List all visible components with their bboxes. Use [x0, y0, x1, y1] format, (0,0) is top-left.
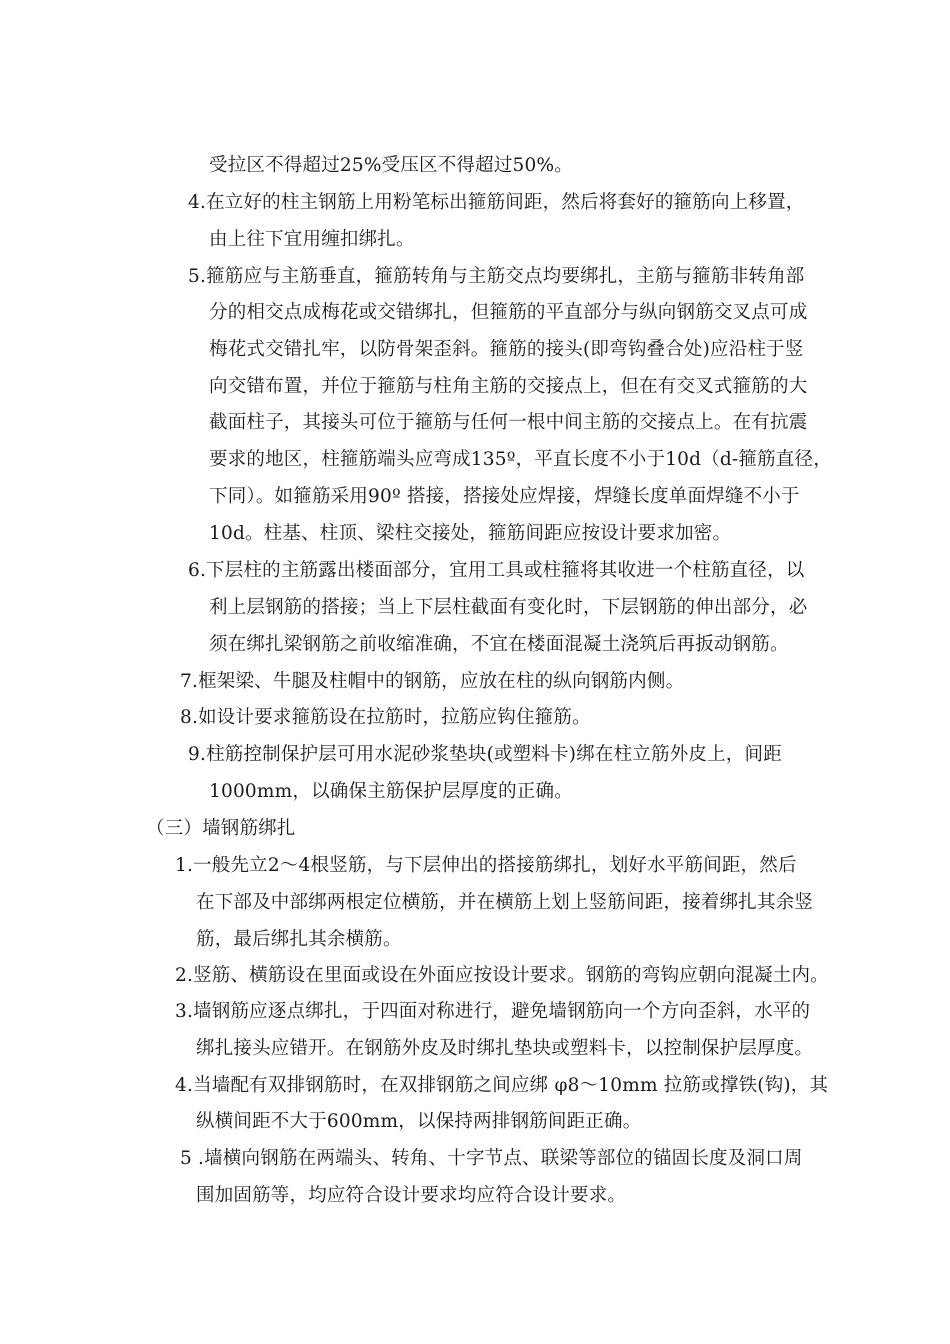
column-item-8	[180, 706, 591, 730]
column-item-5-line-1	[188, 265, 804, 289]
wall-item-4-line-2: 纵横间距不大于600mm，以保持两排钢筋间距正确。	[196, 1111, 642, 1132]
column-item-4-line-1	[188, 191, 804, 215]
column-item-5-line-5: 截面柱子，其接头可位于箍筋与任何一根中间主筋的交接点上。在有抗震	[209, 412, 808, 433]
item-number: 2.	[175, 965, 194, 986]
column-item-9-line-2: 1000mm，以确保主筋保护层厚度的正确。	[209, 781, 573, 802]
item-text: 箍筋应与主筋垂直，箍筋转角与主筋交点均要绑扎，主筋与箍筋非转角部	[206, 266, 805, 287]
wall-item-1-line-2: 在下部及中部绑两根定位横筋，并在横筋上划上竖筋间距，接着绑扎其余竖	[196, 892, 814, 913]
wall-item-3-line-1	[175, 1000, 810, 1024]
item-number: 5.	[188, 266, 207, 287]
item-number: 3.	[175, 1001, 194, 1022]
column-item-4-line-2: 由上往下宜用缠扣绑扎。	[209, 229, 415, 250]
column-item-5-line-6: 要求的地区，柱箍筋端头应弯成135º，平直长度不小于10d（d-箍筋直径，	[209, 449, 832, 470]
wall-item-2	[175, 964, 829, 988]
item-text: 如设计要求箍筋设在拉筋时，拉筋应钩住箍筋。	[198, 707, 591, 728]
column-item-5-line-7: 下同）。如箍筋采用90º 搭接，搭接处应焊接，焊缝长度单面焊缝不小于	[209, 486, 800, 507]
item-text: 下层柱的主筋露出楼面部分，宜用工具或柱箍将其收进一个柱筋直径，以	[206, 560, 805, 581]
column-item-5-line-2: 分的相交点成梅花或交错绑扎，但箍筋的平直部分与纵向钢筋交叉点可成	[209, 302, 808, 323]
item-text: 墙横向钢筋在两端头、转角、十字节点、联梁等部位的锚固长度及洞口周	[204, 1148, 803, 1169]
wall-item-5-line-2: 围加固筋等，均应符合设计要求均应符合设计要求。	[196, 1185, 627, 1206]
column-item-6-line-3: 须在绑扎梁钢筋之前收缩准确，不宜在楼面混凝土浇筑后再扳动钢筋。	[209, 634, 789, 655]
column-item-5-line-8: 10d。柱基、柱顶、梁柱交接处，箍筋间距应按设计要求加密。	[209, 523, 732, 544]
item-number: 4.	[188, 192, 207, 213]
item-number: 1.	[175, 855, 194, 876]
item-number: 5 .	[180, 1148, 205, 1169]
item-text: 竖筋、横筋设在里面或设在外面应按设计要求。钢筋的弯钩应朝向混凝土内。	[193, 965, 829, 986]
item-number: 8.	[180, 707, 199, 728]
item-number: 6.	[188, 560, 207, 581]
wall-item-3-line-2: 绑扎接头应错开。在钢筋外皮及时绑扎垫块或塑料卡，以控制保护层厚度。	[196, 1038, 814, 1059]
wall-item-4-line-1	[175, 1074, 828, 1098]
item-text: 一般先立2～4根竖筋，与下层伸出的搭接筋绑扎，划好水平筋间距，然后	[193, 855, 797, 876]
column-item-5-line-3: 梅花式交错扎牢，以防骨架歪斜。箍筋的接头(即弯钩叠合处)应沿柱于竖	[209, 339, 804, 360]
item-text: 在立好的柱主钢筋上用粉笔标出箍筋间距，然后将套好的箍筋向上移置，	[206, 192, 805, 213]
column-item-9-line-1	[188, 743, 782, 767]
item-number: 9.	[188, 744, 207, 765]
item-text: 当墙配有双排钢筋时，在双排钢筋之间应绑 φ8～10mm 拉筋或撑铁(钩)，其	[193, 1075, 829, 1096]
wall-item-1-line-3: 筋，最后绑扎其余横筋。	[196, 929, 402, 950]
item-text: 柱筋控制保护层可用水泥砂浆垫块(或塑料卡)绑在柱立筋外皮上，间距	[206, 744, 782, 765]
section-heading: （三）墙钢筋绑扎	[146, 818, 296, 839]
item-number: 4.	[175, 1075, 194, 1096]
continuation-line: 受拉区不得超过25%受压区不得超过50%。	[209, 155, 573, 176]
item-number: 7.	[180, 671, 199, 692]
item-text: 墙钢筋应逐点绑扎，于四面对称进行，避免墙钢筋向一个方向歪斜，水平的	[193, 1001, 811, 1022]
column-item-6-line-1	[188, 559, 804, 583]
item-text: 框架梁、牛腿及柱帽中的钢筋，应放在柱的纵向钢筋内侧。	[198, 671, 685, 692]
wall-item-1-line-1	[175, 854, 797, 878]
column-item-7	[180, 670, 684, 694]
column-item-6-line-2: 利上层钢筋的搭接；当上下层柱截面有变化时，下层钢筋的伸出部分，必	[209, 597, 808, 618]
wall-item-5-line-1	[180, 1147, 803, 1171]
column-item-5-line-4: 向交错布置，并位于箍筋与柱角主筋的交接点上，但在有交叉式箍筋的大	[209, 376, 808, 397]
